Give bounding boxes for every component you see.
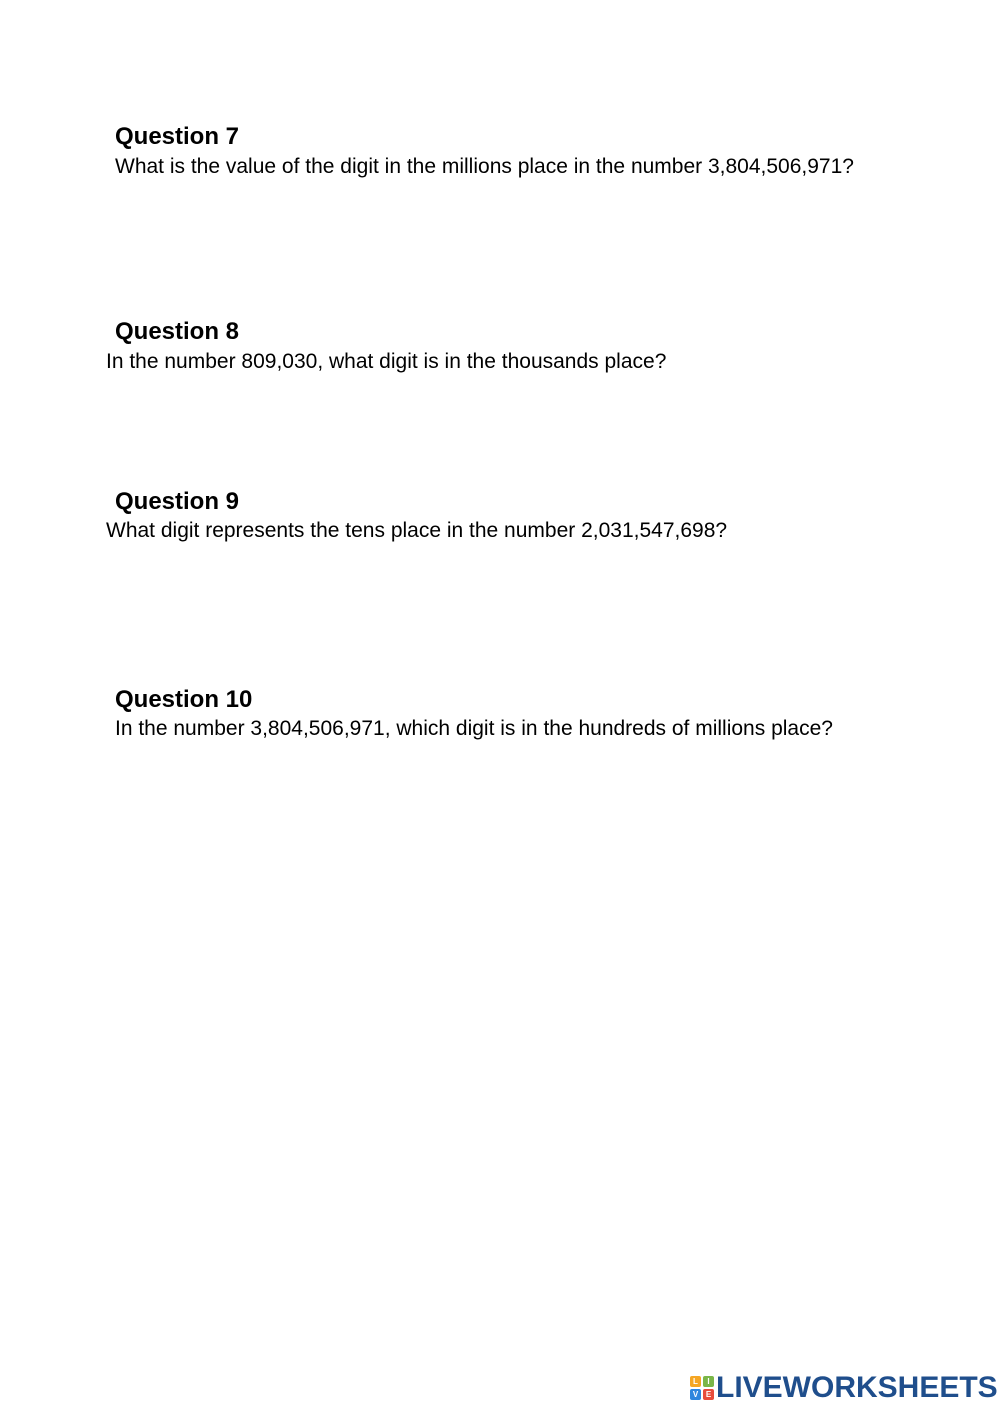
question-7-text: What is the value of the digit in the millions place in the number 3,804,506,971? xyxy=(115,155,854,178)
question-8-title: Question 8 xyxy=(115,318,240,345)
question-8-text: In the number 809,030, what digit is in the thousands place? xyxy=(106,350,667,373)
logo-letter-e: E xyxy=(703,1389,714,1400)
question-9-text: What digit represents the tens place in the number 2,031,547,698? xyxy=(106,519,728,542)
logo-letter-i: I xyxy=(703,1376,714,1387)
logo-letter-l: L xyxy=(690,1376,701,1387)
question-9-title: Question 9 xyxy=(115,488,240,515)
liveworksheets-logo-icon xyxy=(690,1376,714,1400)
brand-name: LIVEWORKSHEETS xyxy=(716,1371,998,1404)
question-10-title: Question 10 xyxy=(115,686,253,713)
liveworksheets-brand xyxy=(690,1372,998,1404)
question-7-title: Question 7 xyxy=(115,123,240,150)
question-10-text: In the number 3,804,506,971, which digit is in the hundreds of millions place? xyxy=(115,717,833,740)
logo-letter-v: V xyxy=(690,1389,701,1400)
